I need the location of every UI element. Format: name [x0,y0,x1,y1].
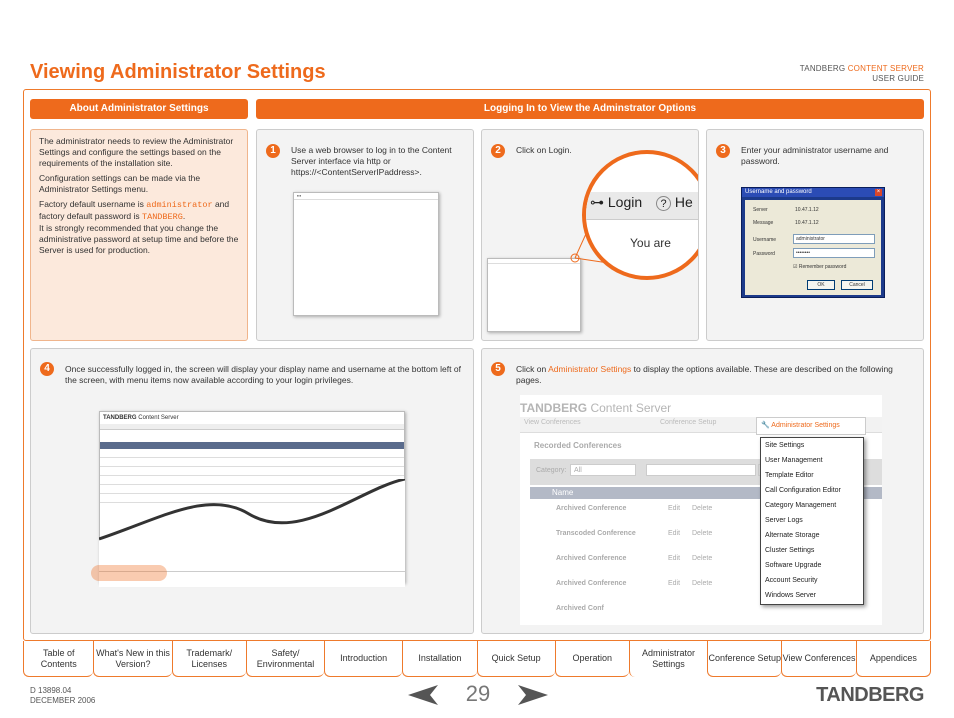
category-select[interactable]: All [570,464,636,476]
brand-name: TANDBERG [799,64,846,73]
tab-conference-setup[interactable]: Conference Setup [660,419,717,426]
row-5-name[interactable]: Archived Conf [556,605,604,612]
admin-settings-menu [760,437,864,605]
about-para-2: Configuration settings can be made via the Administrator Settings menu. [39,173,201,194]
login-dialog [741,187,885,298]
row-1-delete[interactable]: Delete [692,505,713,512]
prev-page-icon[interactable] [408,685,438,705]
nav-quick-setup[interactable]: Quick Setup [477,641,555,677]
page-title: Viewing Administrator Settings [30,61,326,83]
step-3-number: 3 [716,144,730,158]
nav-view-conferences[interactable]: View Conferences [781,641,855,677]
about-para-3: Factory default username is administrator and factory default password is TANDBERG. It is strongly recommended that you change the administrative password at setup time and before the Server is used for production. [39,199,239,255]
nav-table-of-contents[interactable]: Table of Contents [23,641,93,677]
row-4-delete[interactable]: Delete [692,580,713,587]
close-icon[interactable]: × [876,189,881,195]
row-3-edit[interactable]: Edit [668,555,681,562]
brand-guide: USER GUIDE [872,74,924,83]
dialog-title: Username and password [742,188,884,197]
bottom-nav [23,641,931,677]
step-1-panel [256,129,474,341]
doc-date: DECEMBER 2006 [30,696,96,705]
row-2-edit[interactable]: Edit [668,530,681,537]
remember-checkbox[interactable]: ☑ Remember password [793,264,847,270]
menu-account-security[interactable]: Account Security [765,577,818,584]
menu-server-logs[interactable]: Server Logs [765,517,803,524]
browser-toolbar: ▪▪▪ [294,193,438,200]
tab-administrator-settings[interactable]: 🔧 Administrator Settings [756,417,866,435]
nav-appendices[interactable]: Appendices [856,641,931,677]
step-5-number: 5 [491,362,505,376]
about-bar: About Administrator Settings [30,99,248,119]
dialog-body: Server 10.47.1.12 Message 10.47.1.12 Username administrator Password •••••••• ☑ Remember password OK Cancel [745,200,881,295]
nav-conference-setup[interactable]: Conference Setup [707,641,781,677]
cs-section-title: Recorded Conferences [534,441,622,450]
mini-app-title: TANDBERG Content Server [103,415,179,421]
search-input[interactable] [646,464,756,476]
password-input[interactable]: •••••••• [793,248,875,258]
wrench-icon: 🔧 [761,422,770,429]
help-icon: ? [656,196,671,211]
cs-app-title: TANDBERG Content Server [520,401,672,415]
row-1-name[interactable]: Archived Conference [556,505,627,512]
about-panel [30,129,248,341]
name-column-header: Name [552,488,574,497]
about-para-1: The administrator needs to review the Administrator Settings and configure the settings based on the requirements of the installation site. [39,136,234,168]
step-2-panel [481,129,699,341]
row-2-name[interactable]: Transcoded Conference [556,530,636,537]
logging-in-bar: Logging In to View the Adminstrator Options [256,99,924,119]
nav-installation[interactable]: Installation [402,641,476,677]
nav-introduction[interactable]: Introduction [324,641,402,677]
menu-software-upgrade[interactable]: Software Upgrade [765,562,822,569]
login-link[interactable]: ⊶ Login [590,194,643,210]
row-3-delete[interactable]: Delete [692,555,713,562]
brand-product: CONTENT SERVER [847,64,924,73]
cancel-button[interactable]: Cancel [841,280,873,290]
step-5-text: Click on Administrator Settings to display the options available. These are described on the following pages. [516,364,893,385]
help-link[interactable]: ? He [656,194,693,211]
tab-view-conferences[interactable]: View Conferences [524,419,581,426]
menu-template-editor[interactable]: Template Editor [765,472,814,479]
admin-settings-ref: Administrator Settings [548,364,632,374]
product-brand [800,64,924,84]
menu-site-settings[interactable]: Site Settings [765,442,805,449]
step-2-text: Click on Login. [516,145,572,155]
step-1-text: Use a web browser to log in to the Content Server interface via http or https://<ContentServerIPaddress>. [291,145,452,177]
category-label: Category: [536,467,567,474]
row-3-name[interactable]: Archived Conference [556,555,627,562]
login-name-highlight [91,565,167,581]
cs-conference-list [520,505,796,623]
username-input[interactable]: administrator [793,234,875,244]
page-number: 29 [465,681,491,706]
step-3-panel [706,129,924,341]
browser-screenshot-1 [293,192,439,316]
row-1-edit[interactable]: Edit [668,505,681,512]
row-2-delete[interactable]: Delete [692,530,713,537]
ok-button[interactable]: OK [807,280,835,290]
step-1-number: 1 [266,144,280,158]
menu-category-management[interactable]: Category Management [765,502,837,509]
nav-trademark[interactable]: Trademark/ Licenses [172,641,246,677]
menu-call-configuration-editor[interactable]: Call Configuration Editor [765,487,841,494]
row-4-edit[interactable]: Edit [668,580,681,587]
default-password: TANDBERG [142,212,183,222]
menu-user-management[interactable]: User Management [765,457,823,464]
default-username: administrator [146,200,213,210]
you-are-text: You are [630,236,671,250]
step-2-number: 2 [491,144,505,158]
next-page-icon[interactable] [518,685,548,705]
nav-administrator-settings[interactable]: Administrator Settings [629,641,707,677]
login-key-icon: ⊶ [590,194,604,210]
menu-cluster-settings[interactable]: Cluster Settings [765,547,815,554]
step-4-panel [30,348,474,634]
menu-windows-server[interactable]: Windows Server [765,592,816,599]
row-4-name[interactable]: Archived Conference [556,580,627,587]
nav-operation[interactable]: Operation [555,641,629,677]
nav-safety[interactable]: Safety/ Environmental [246,641,324,677]
step-4-number: 4 [40,362,54,376]
step-5-panel [481,348,924,634]
step-4-text: Once successfully logged in, the screen will display your display name and username at the bottom left of the screen, with menu items now available according to your login privileges. [65,364,461,385]
menu-alternate-storage[interactable]: Alternate Storage [765,532,820,539]
doc-id: D 13898.04 [30,686,72,695]
nav-whats-new[interactable]: What's New in this Version? [93,641,171,677]
tandberg-logo: TANDBERG [816,684,924,706]
step-3-text: Enter your administrator username and password. [741,145,889,166]
